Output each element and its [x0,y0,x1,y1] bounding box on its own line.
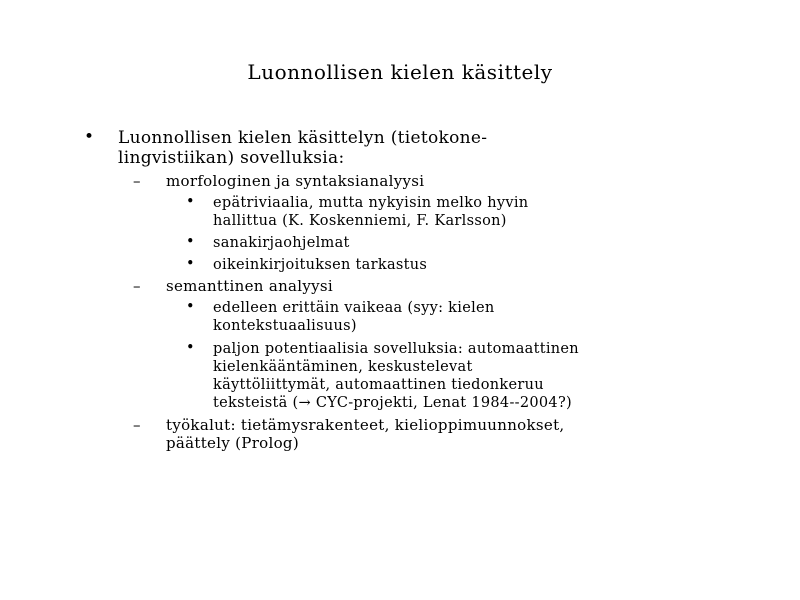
bullet-icon: • [186,340,195,356]
section-semantics: semanttinen analyysi [166,277,334,295]
list-item-line: sanakirjaohjelmat [213,235,350,251]
bullet-icon: • [84,127,95,147]
list-item-line: paljon potentiaalisia sovelluksia: automaattinen [213,341,579,357]
list-item-line: epätriviaalia, mutta nykyisin melko hyvin [213,195,529,211]
list-item-line: hallittua (K. Koskenniemi, F. Karlsson) [213,213,507,229]
dash-icon: – [133,416,141,434]
bullet-icon: • [186,299,195,315]
list-item-line: oikeinkirjoituksen tarkastus [213,257,428,273]
list-item-line: kontekstuaalisuus) [213,318,357,334]
list-item-line: kielenkääntäminen, keskustelevat [213,359,473,375]
bullet-icon: • [186,234,195,250]
dash-icon: – [133,172,141,190]
list-item-line: edelleen erittäin vaikeaa (syy: kielen [213,300,495,316]
dash-icon: – [133,277,141,295]
section-tools-line-1: työkalut: tietämysrakenteet, kielioppimuunnokset, [166,416,565,434]
bullet-icon: • [186,256,195,272]
list-item-line: teksteistä (→ CYC-projekti, Lenat 1984--2004?) [213,395,572,411]
bullet-icon: • [186,194,195,210]
list-item-line: käyttöliittymät, automaattinen tiedonkeruu [213,377,544,393]
slide-title: Luonnollisen kielen käsittely [247,60,553,84]
section-morphology: morfologinen ja syntaksianalyysi [166,172,425,190]
main-point-line-2: lingvistiikan) sovelluksia: [118,148,345,168]
main-point-line-1: Luonnollisen kielen käsittelyn (tietokone- [118,128,488,148]
section-tools-line-2: päättely (Prolog) [166,434,299,452]
